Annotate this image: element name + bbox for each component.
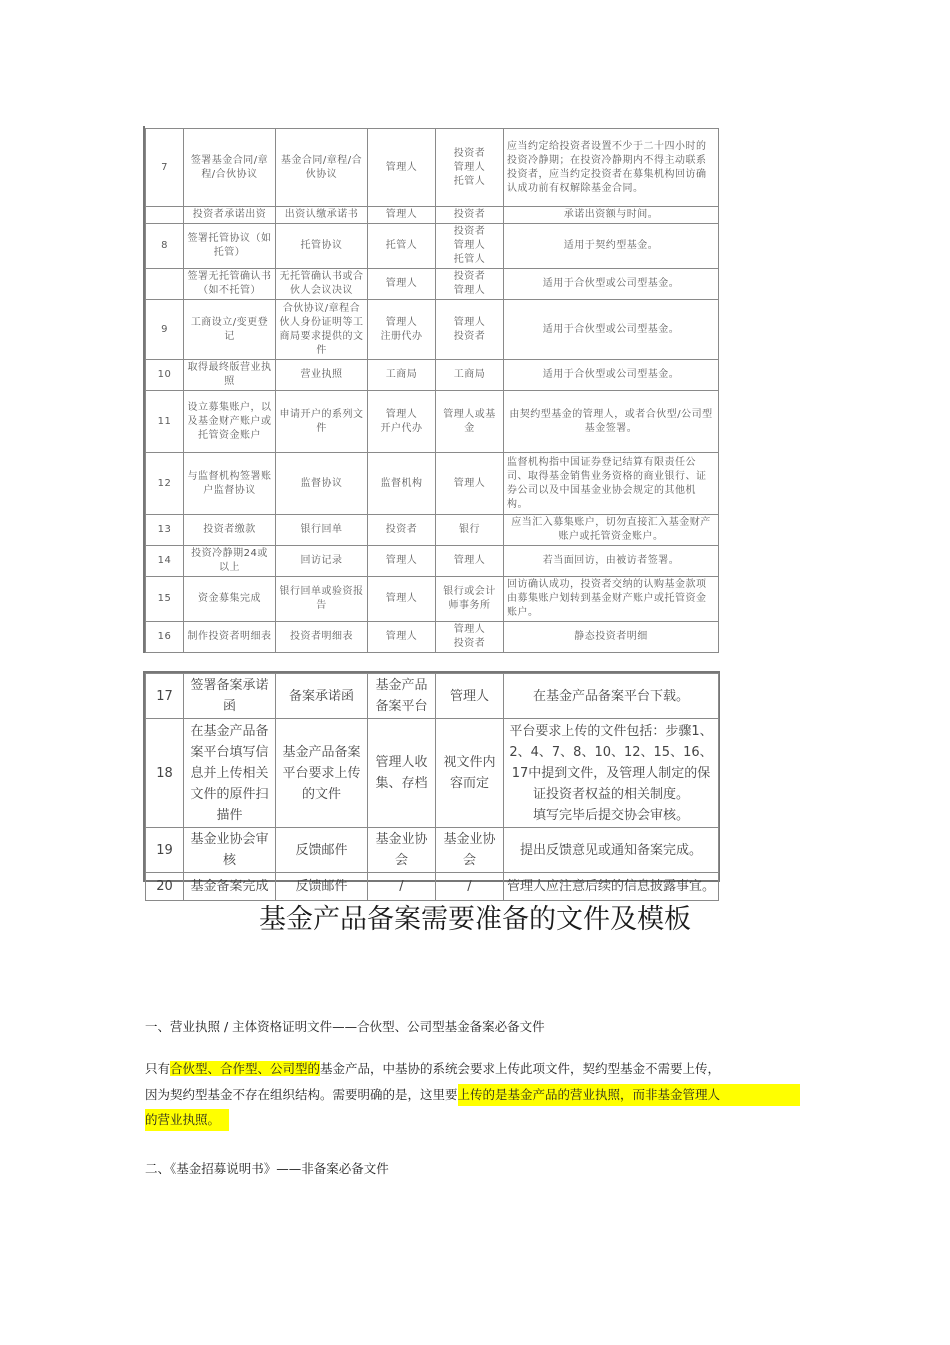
cell-party: 管理人 投资者: [436, 300, 504, 360]
cell-party: 管理人 投资者: [436, 622, 504, 653]
cell-resp: /: [368, 873, 436, 901]
cell-doc: 银行回单或验资报告: [276, 577, 368, 622]
cell-resp: 管理人收集、存档: [368, 719, 436, 828]
cell-no: 17: [146, 674, 184, 719]
cell-resp: 基金业协会: [368, 828, 436, 873]
cell-doc: 无托管确认书或合伙人会议决议: [276, 269, 368, 300]
cell-resp: 管理人: [368, 269, 436, 300]
cell-no: 16: [146, 622, 184, 653]
table-row: [146, 515, 719, 546]
cell-resp: 监督机构: [368, 453, 436, 515]
cell-doc: 合伙协议/章程合伙人身份证明等工商局要求提供的文件: [276, 300, 368, 360]
section1-heading: 一、营业执照 / 主体资格证明文件——合伙型、公司型基金备案必备文件: [145, 1019, 545, 1034]
cell-doc: 基金产品备案平台要求上传的文件: [276, 719, 368, 828]
table-row: [146, 129, 719, 207]
cell-note: 适用于契约型基金。: [504, 224, 719, 269]
cell-note: 应当约定给投资者设置不少于二十四小时的投资冷静期；在投资冷静期内不得主动联系投资者，应当约定投资者在募集机构回访确认成功前有权解除基金合同。: [504, 129, 719, 207]
cell-step: 资金募集完成: [184, 577, 276, 622]
cell-step: 取得最终版营业执照: [184, 360, 276, 391]
table-row: [146, 269, 719, 300]
cell-no: 15: [146, 577, 184, 622]
cell-note: 平台要求上传的文件包括：步骤1、2、4、7、8、10、12、15、16、17中提到文件，及管理人制定的保证投资者权益的相关制度。 填写完毕后提交协会审核。: [504, 719, 719, 828]
cell-doc: 营业执照: [276, 360, 368, 391]
cell-party: 视文件内容而定: [436, 719, 504, 828]
cell-step: 签署托管协议（如托管）: [184, 224, 276, 269]
cell-no: 11: [146, 391, 184, 453]
cell-no: 8: [146, 224, 184, 269]
cell-step: 基金备案完成: [184, 873, 276, 901]
cell-party: 工商局: [436, 360, 504, 391]
cell-no: 9: [146, 300, 184, 360]
cell-no: 10: [146, 360, 184, 391]
cell-note: 承诺出资额与时间。: [504, 207, 719, 224]
cell-party: 投资者 管理人 托管人: [436, 129, 504, 207]
cell-note: 适用于合伙型或公司型基金。: [504, 269, 719, 300]
cell-no: 7: [146, 129, 184, 207]
table-row: [146, 674, 719, 719]
cell-party: 投资者 管理人 托管人: [436, 224, 504, 269]
section1-highlight-license-end: 的营业执照。: [145, 1109, 229, 1131]
filing-steps-table-part1: [145, 128, 719, 653]
cell-doc: 备案承诺函: [276, 674, 368, 719]
table-row: [146, 719, 719, 828]
section1-text: 因为契约型基金不存在组织结构。需要明确的是，这里要: [145, 1087, 458, 1102]
filing-steps-table-part2: [145, 673, 719, 901]
cell-resp: 管理人: [368, 207, 436, 224]
cell-note: 应当汇入募集账户，切勿直接汇入基金财产账户或托管资金账户。: [504, 515, 719, 546]
cell-step: 投资者缴款: [184, 515, 276, 546]
cell-no: 12: [146, 453, 184, 515]
cell-doc: 托管协议: [276, 224, 368, 269]
cell-step: 签署基金合同/章程/合伙协议: [184, 129, 276, 207]
cell-resp: 托管人: [368, 224, 436, 269]
cell-party: 管理人或基金: [436, 391, 504, 453]
cell-resp: 管理人: [368, 577, 436, 622]
cell-doc: 回访记录: [276, 546, 368, 577]
cell-doc: 基金合同/章程/合伙协议: [276, 129, 368, 207]
section1-text: 只有: [145, 1061, 171, 1076]
cell-step: 投资者承诺出资: [184, 207, 276, 224]
cell-resp: 管理人: [368, 622, 436, 653]
cell-no: [146, 207, 184, 224]
cell-no: 20: [146, 873, 184, 901]
cell-party: 投资者 管理人: [436, 269, 504, 300]
cell-resp: 投资者: [368, 515, 436, 546]
section1-paragraph-line2: [145, 1084, 800, 1106]
table-row: [146, 207, 719, 224]
cell-step: 签署无托管确认书（如不托管）: [184, 269, 276, 300]
table-row: [146, 300, 719, 360]
cell-resp: 工商局: [368, 360, 436, 391]
cell-doc: 申请开户的系列文件: [276, 391, 368, 453]
cell-step: 基金业协会审核: [184, 828, 276, 873]
cell-party: 银行: [436, 515, 504, 546]
cell-no: 14: [146, 546, 184, 577]
cell-step: 签署备案承诺函: [184, 674, 276, 719]
section1-paragraph-line1: [145, 1058, 720, 1080]
cell-no: 13: [146, 515, 184, 546]
cell-note: 在基金产品备案平台下载。: [504, 674, 719, 719]
document-title: 基金产品备案需要准备的文件及模板: [259, 904, 691, 935]
cell-doc: 监督协议: [276, 453, 368, 515]
cell-resp: 管理人: [368, 129, 436, 207]
cell-party: 投资者: [436, 207, 504, 224]
table-row: [146, 577, 719, 622]
cell-doc: 银行回单: [276, 515, 368, 546]
cell-resp: 管理人 注册代办: [368, 300, 436, 360]
cell-note: 适用于合伙型或公司型基金。: [504, 300, 719, 360]
cell-note: 由契约型基金的管理人，或者合伙型/公司型基金签署。: [504, 391, 719, 453]
cell-resp: 管理人: [368, 546, 436, 577]
cell-party: 基金业协会: [436, 828, 504, 873]
table-row: [146, 622, 719, 653]
cell-step: 制作投资者明细表: [184, 622, 276, 653]
cell-doc: 反馈邮件: [276, 873, 368, 901]
table-row: [146, 360, 719, 391]
section1-paragraph-line3: [145, 1109, 229, 1131]
section1-highlight-license: 上传的是基金产品的营业执照，而非基金管理人: [458, 1084, 800, 1106]
cell-party: 管理人: [436, 674, 504, 719]
cell-doc: 反馈邮件: [276, 828, 368, 873]
cell-note: 若当面回访，由被访者签署。: [504, 546, 719, 577]
section1-highlight-fund-types: 合伙型、合作型、公司型的: [170, 1061, 321, 1076]
cell-party: 管理人: [436, 453, 504, 515]
cell-note: 回访确认成功，投资者交纳的认购基金款项由募集账户划转到基金财产账户或托管资金账户。: [504, 577, 719, 622]
cell-step: 投资冷静期24或以上: [184, 546, 276, 577]
table-row: [146, 224, 719, 269]
cell-note: 静态投资者明细: [504, 622, 719, 653]
cell-note: 提出反馈意见或通知备案完成。: [504, 828, 719, 873]
cell-note: 管理人应注意后续的信息披露事宜。: [504, 873, 719, 901]
section1-text: 基金产品，中基协的系统会要求上传此项文件，契约型基金不需要上传，: [320, 1061, 721, 1076]
cell-doc: 出资认缴承诺书: [276, 207, 368, 224]
cell-step: 工商设立/变更登记: [184, 300, 276, 360]
cell-doc: 投资者明细表: [276, 622, 368, 653]
cell-party: /: [436, 873, 504, 901]
table-row: [146, 828, 719, 873]
cell-party: 管理人: [436, 546, 504, 577]
cell-no: 18: [146, 719, 184, 828]
table-row: [146, 391, 719, 453]
cell-step: 设立募集账户，以及基金财产账户或托管资金账户: [184, 391, 276, 453]
cell-no: [146, 269, 184, 300]
cell-note: 监督机构指中国证券登记结算有限责任公司、取得基金销售业务资格的商业银行、证券公司以及中国基金业协会规定的其他机构。: [504, 453, 719, 515]
table-row: [146, 546, 719, 577]
section2-heading: 二、《基金招募说明书》——非备案必备文件: [145, 1161, 389, 1176]
cell-resp: 管理人 开户代办: [368, 391, 436, 453]
table-row: [146, 453, 719, 515]
cell-no: 19: [146, 828, 184, 873]
cell-step: 在基金产品备案平台填写信息并上传相关文件的原件扫描件: [184, 719, 276, 828]
cell-step: 与监督机构签署账户监督协议: [184, 453, 276, 515]
cell-note: 适用于合伙型或公司型基金。: [504, 360, 719, 391]
cell-resp: 基金产品备案平台: [368, 674, 436, 719]
cell-party: 银行或会计师事务所: [436, 577, 504, 622]
